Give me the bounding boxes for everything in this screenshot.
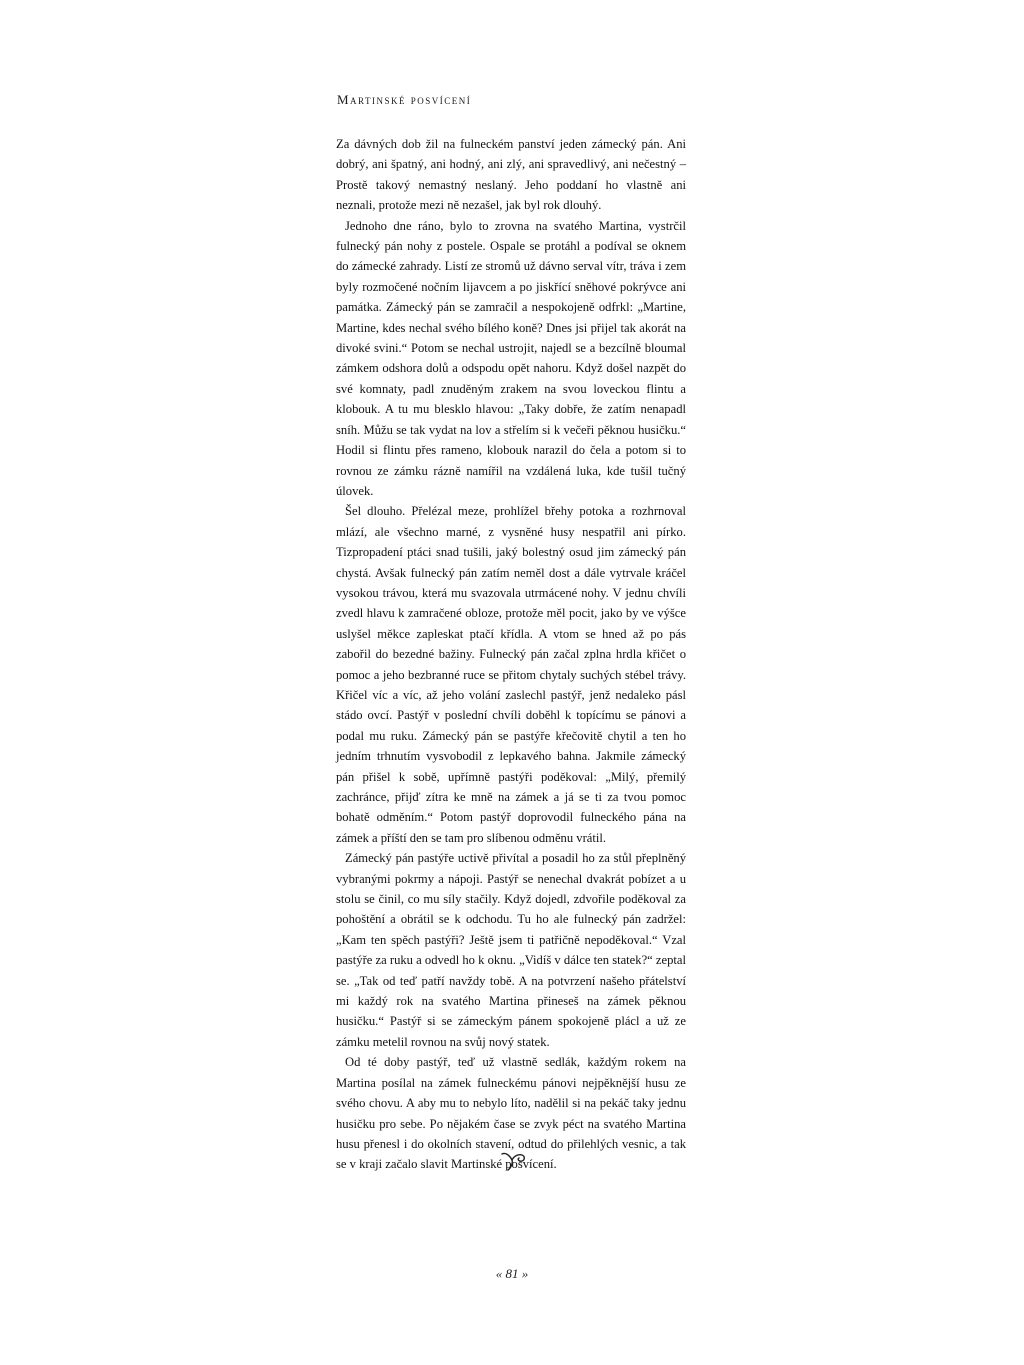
- body-text: [336, 134, 686, 1175]
- paragraph: Od té doby pastýř, teď už vlastně sedlák, každým rokem na Martina posílal na zámek fulneckému pánovi nejpěknější husu ze svého chovu. A aby mu to nebylo líto, nadělil si na pekáč taky jednu husičku pro sebe. Po nějakém čase se zvyk péct na svatého Martina husu přenesl i do okolních stavení, odtud do přilehlých vesnic, a tak se v kraji začalo slavit Martinské posvícení.: [336, 1055, 686, 1172]
- paragraph: Šel dlouho. Přelézal meze, prohlížel břehy potoka a rozhrnoval mlází, ale všechno marné, z vysněné husy nespatřil ani pírko. Tizpropadení ptáci snad tušili, jaký bolestný osud jim zámecký pán chystá. Avšak fulnecký pán zatím neměl dost a dále vytrvale kráčel vysokou trávou, která mu svazovala utrmácené nohy. V jednu chvíli zvedl hlavu k zamračené obloze, protože měl pocit, jako by ve výšce uslyšel měkce zapleskat ptačí křídla. A vtom se hned až po pás zabořil do bezedné bažiny. Fulnecký pán začal zplna hrdla křičet o pomoc a jeho bezbranné ruce se přitom chytaly suchých stébel trávy. Křičel víc a víc, až jeho volání zaslechl pastýř, jenž nedaleko pásl stádo ovcí. Pastýř v poslední chvíli doběhl k topícímu se pánovi a podal mu ruku. Zámecký pán se pastýře křečovitě chytil a ten ho jedním trhnutím vysvobodil z lepkavého bahna. Jakmile zámecký pán přišel k sobě, upřímně pastýři poděkoval: „Milý, přemilý zachránce, přijď zítra ke mně na zámek a já se ti za tvou pomoc bohatě odměním.“ Potom pastýř doprovodil fulneckého pána na zámek a příští den se tam pro slíbenou odměnu vrátil.: [336, 504, 686, 845]
- paragraph: Za dávných dob žil na fulneckém panství jeden zámecký pán. Ani dobrý, ani špatný, ani hodný, ani zlý, ani spravedlivý, ani nečestný – Prostě takový nemastný neslaný. Jeho poddaní ho vlastně ani neznali, protože mezi ně nezašel, jak byl rok dlouhý.: [336, 137, 686, 213]
- paragraph: Jednoho dne ráno, bylo to zrovna na svatého Martina, vystrčil fulnecký pán nohy z postele. Ospale se protáhl a podíval se oknem do zámecké zahrady. Listí ze stromů už dávno serval vítr, tráva i zem byly rozmočené nočním lijavcem a po jiskřící sněhové pokrývce ani památka. Zámecký pán se zamračil a nespokojeně odfrkl: „Martine, Martine, kdes nechal svého bílého koně? Dnes jsi přijel tak akorát na divoké svini.“ Potom se nechal ustrojit, najedl se a bezcílně bloumal zámkem odshora dolů a odspodu opět nahoru. Když došel nazpět do své komnaty, padl znuděným zrakem na svou loveckou flintu a klobouk. A tu mu blesklo hlavou: „Taky dobře, že zatím nenapadl sníh. Můžu se tak vydat na lov a střelím si k večeři pěknou husičku.“ Hodil si flintu přes rameno, klobouk narazil do čela a potom si to rovnou ze zámku rázně namířil na vzdálená luka, kde tušil tučný úlovek.: [336, 218, 686, 498]
- page-number: « 81 »: [495, 1266, 529, 1281]
- chapter-heading: Martinské posvícení: [337, 92, 472, 107]
- fleuron-ornament-icon: [498, 1146, 528, 1172]
- paragraph: Zámecký pán pastýře uctivě přivítal a posadil ho za stůl přeplněný vybranými pokrmy a nápoji. Pastýř se nenechal dvakrát pobízet a u stolu se činil, co mu síly stačily. Když dojedl, zdvořile poděkoval za pohoštění a obrátil se k odchodu. Tu ho ale fulnecký pán zadržel: „Kam ten spěch pastýři? Ještě jsem ti patřičně nepoděkoval.“ Vzal pastýře za ruku a odvedl ho k oknu. „Vidíš v dálce ten statek?“ zeptal se. „Tak od teď patří navždy tobě. A na potvrzení našeho přátelství mi každý rok na svatého Martina přineseš na zámek pěknou husičku.“ Pastýř si se zámeckým pánem spokojeně plácl a už ze zámku metelil rovnou na svůj nový statek.: [336, 851, 686, 1049]
